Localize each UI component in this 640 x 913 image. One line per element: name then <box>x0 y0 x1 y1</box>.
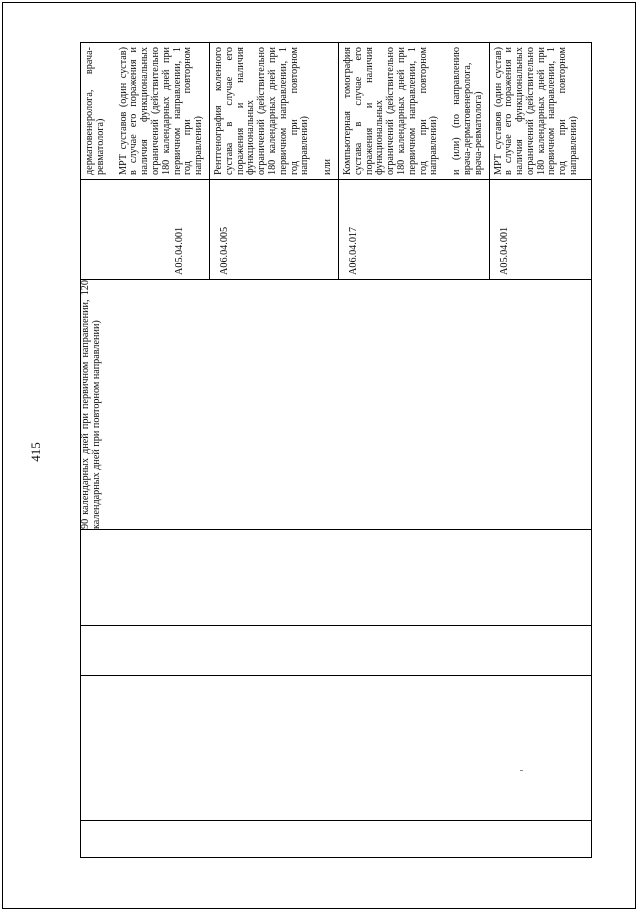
code-cell <box>81 180 210 280</box>
procedure-line: МРТ суставов (один сустав) в случае его поражения и наличия функциональных ограничений (действительно 180 календарных дней при первичном направлении, 1 год при повторном направлении) <box>492 47 580 175</box>
page-number: 415 <box>27 442 43 462</box>
procedure-text <box>81 43 209 179</box>
service-code-text: A06.04.005 <box>218 226 230 275</box>
service-code <box>81 180 186 279</box>
service-code-text: A06.04.017 <box>347 226 359 275</box>
code-cell <box>338 180 489 280</box>
procedure-cell <box>489 43 591 180</box>
service-code-text: A05.04.001 <box>174 226 185 275</box>
table-cell-col2 <box>81 676 592 821</box>
procedure-cell <box>338 43 489 180</box>
scan-speck <box>520 770 523 771</box>
procedure-text <box>490 43 584 179</box>
procedure-text <box>210 43 338 179</box>
procedure-cell <box>209 43 338 180</box>
table-cell-col4 <box>81 530 592 626</box>
rotated-table-wrapper <box>80 43 580 858</box>
period-text: 90 календарных дней при первичном направлении, 120 календарных дней при повторном направлении) <box>80 280 102 529</box>
procedure-line: Рентгенография коленного сустава в случае его поражения и наличия функциональных ограничений (действительно 180 календарных дней при первичном направлении, 1 год при повторном направлении) <box>212 47 311 175</box>
table-row <box>81 43 210 858</box>
procedure-line: Компьютерная томография сустава в случае его поражения и наличия функциональных ограничений (действительно 180 календарных дней при первичном направлении, 1 год при повторном направлении) <box>341 47 440 175</box>
procedure-line: МРТ суставов (один сустав) в случае его поражения и наличия функциональных ограничений (действительно 180 календарных дней при первичном направлении, 1 год при повторном направлении) <box>117 47 205 175</box>
table-cell-col1 <box>81 821 592 858</box>
procedure-line: или <box>322 159 334 175</box>
code-cell <box>489 180 591 280</box>
service-code-text: A05.04.001 <box>498 226 510 275</box>
table-cell-col3 <box>81 626 592 676</box>
period-cell <box>81 280 592 530</box>
procedure-text <box>339 43 489 179</box>
code-cell <box>209 180 338 280</box>
procedure-line: и (или) (по направлению врача-дерматовенеролога, врача-ревматолога) <box>451 47 484 175</box>
document-table <box>80 42 592 858</box>
procedure-line: дерматовенеролога, врача-ревматолога) <box>84 47 106 175</box>
procedure-cell <box>81 43 210 180</box>
